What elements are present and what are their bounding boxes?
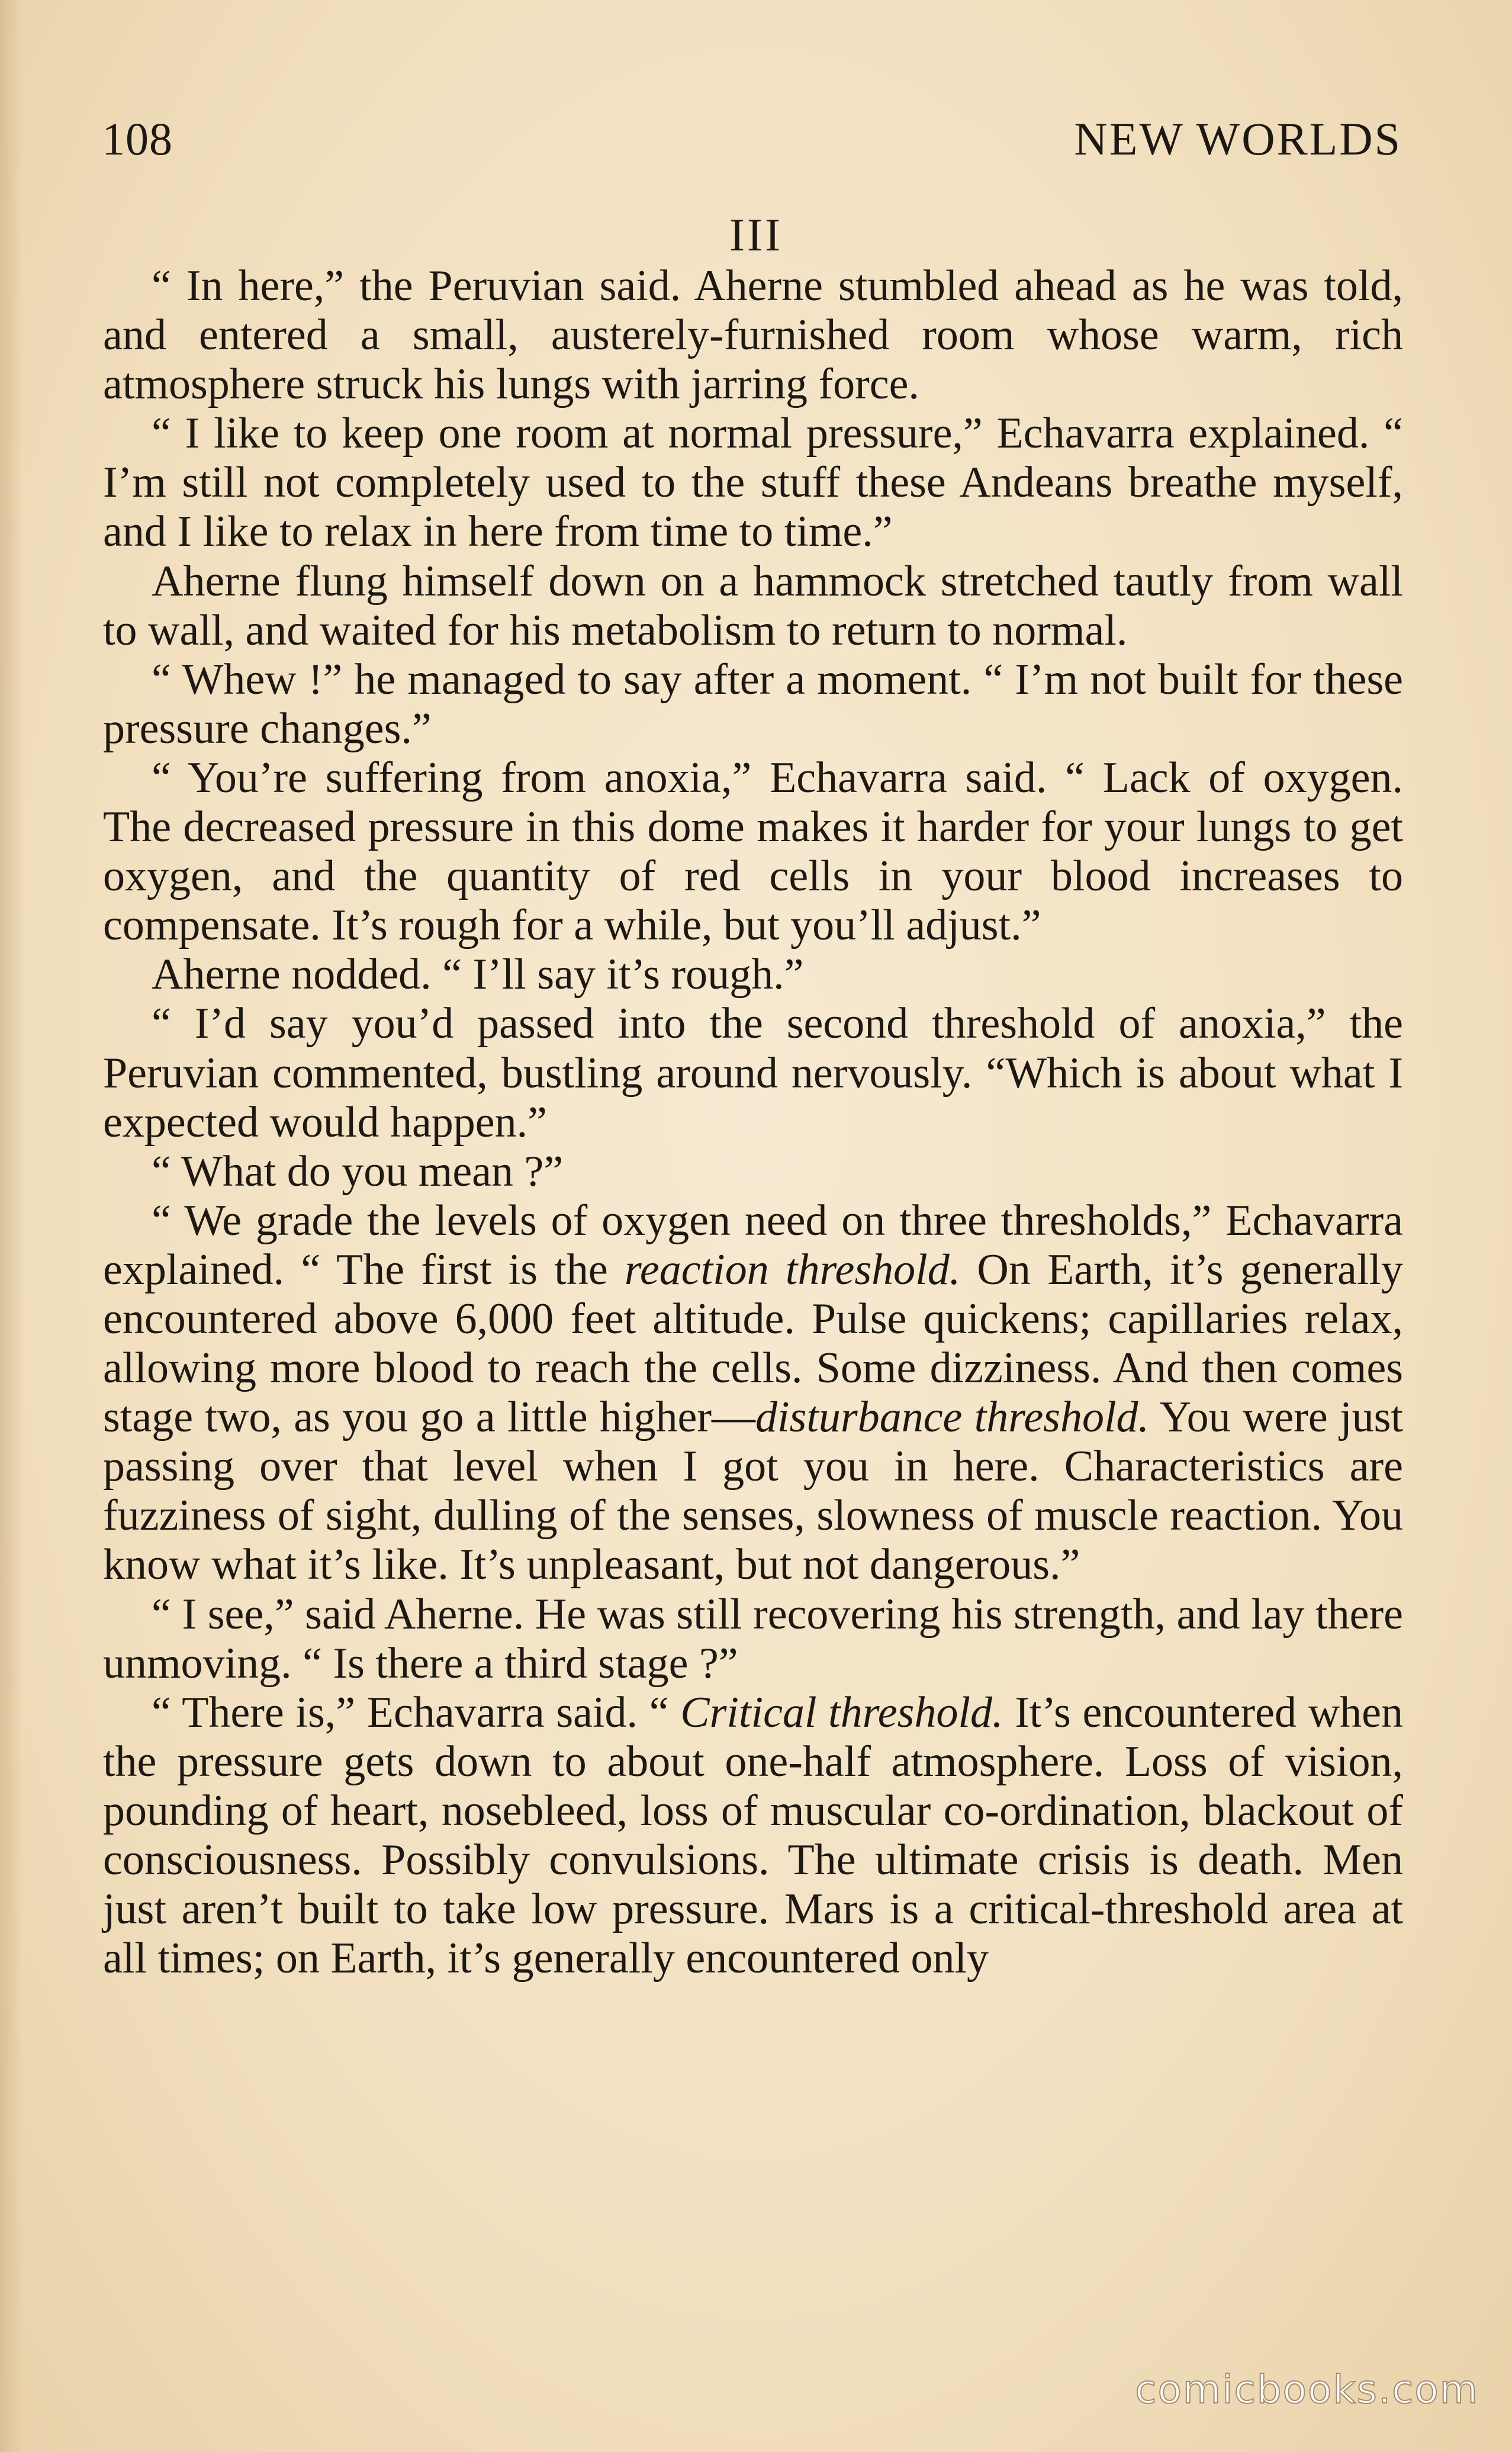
running-title: NEW WORLDS (1074, 113, 1402, 165)
text-run: “ We grade the levels of oxygen need on three thresholds,” Echavarra explained. “ The first is the (103, 1196, 1403, 1294)
text-run: “ I like to keep one room at normal pressure,” Echavarra explained. “ I’m still not completely used to the stuff these Andeans breathe myself, and I like to relax in here from time to time.” (103, 409, 1403, 556)
paragraph (103, 950, 1403, 999)
body-text (103, 262, 1403, 1983)
text-run: “ What do you mean ?” (152, 1147, 564, 1196)
watermark-text: comicbooks.com (1135, 2367, 1479, 2412)
text-run: Aherne nodded. “ I’ll say it’s rough.” (152, 950, 804, 999)
paragraph (103, 999, 1403, 1147)
paragraph (103, 1196, 1403, 1590)
paragraph (103, 557, 1403, 655)
text-run: “ I see,” said Aherne. He was still recovering his strength, and lay there unmoving. “ Is there a third stage ?” (103, 1589, 1403, 1688)
text-run: “ There is,” Echavarra said. “ (152, 1688, 681, 1737)
paragraph (103, 1688, 1403, 1984)
text-run: It’s encountered when the pressure gets down to about one-half atmosphere. Loss of vision, pounding of heart, nosebleed, loss of muscular co-ordination, blackout of consciousness. Possibly convulsions. The ultimate crisis is death. Men just aren’t built to take low pressure. Mars is a critical-threshold area at all times; on Earth, it’s generally encountered only (103, 1688, 1403, 1983)
paragraph (103, 409, 1403, 556)
text-run: Aherne flung himself down on a hammock stretched tautly from wall to wall, and waited for his metabolism to return to normal. (103, 556, 1403, 655)
paragraph (103, 1147, 1403, 1196)
italic-text-run: Critical threshold. (680, 1688, 1003, 1737)
text-run: On Earth, it’s generally encountered above 6,000 feet altitude. Pulse quickens; capillaries relax, allowing more blood to reach the cells. Some dizziness. And then comes stage two, as you go a little higher— (103, 1245, 1403, 1442)
chapter-heading: III (729, 209, 783, 260)
italic-text-run: disturbance threshold. (755, 1393, 1150, 1442)
italic-text-run: reaction threshold. (624, 1245, 961, 1294)
text-run: “ I’d say you’d passed into the second threshold of anoxia,” the Peruvian commented, bustling around nervously. “Which is about what I expected would happen.” (103, 999, 1403, 1147)
page-number: 108 (102, 113, 173, 165)
running-head (102, 112, 1402, 178)
text-run: You were just passing over that level when I got you in here. Characteristics are fuzziness of sight, dulling of the senses, slowness of muscle reaction. You know what it’s like. It’s unpleasant, but not dangerous.” (103, 1393, 1403, 1589)
paragraph (103, 655, 1403, 754)
text-run: “ You’re suffering from anoxia,” Echavarra said. “ Lack of oxygen. The decreased pressure in this dome makes it harder for your lungs to get oxygen, and the quantity of red cells in your blood increases to compensate. It’s rough for a while, but you’ll adjust.” (103, 753, 1403, 950)
text-run: “ Whew !” he managed to say after a moment. “ I’m not built for these pressure changes.” (103, 655, 1403, 753)
paragraph (103, 754, 1403, 950)
paragraph (103, 1590, 1403, 1688)
paragraph (103, 262, 1403, 409)
text-run: “ In here,” the Peruvian said. Aherne stumbled ahead as he was told, and entered a small, austerely-furnished room whose warm, rich atmosphere struck his lungs with jarring force. (103, 262, 1403, 409)
